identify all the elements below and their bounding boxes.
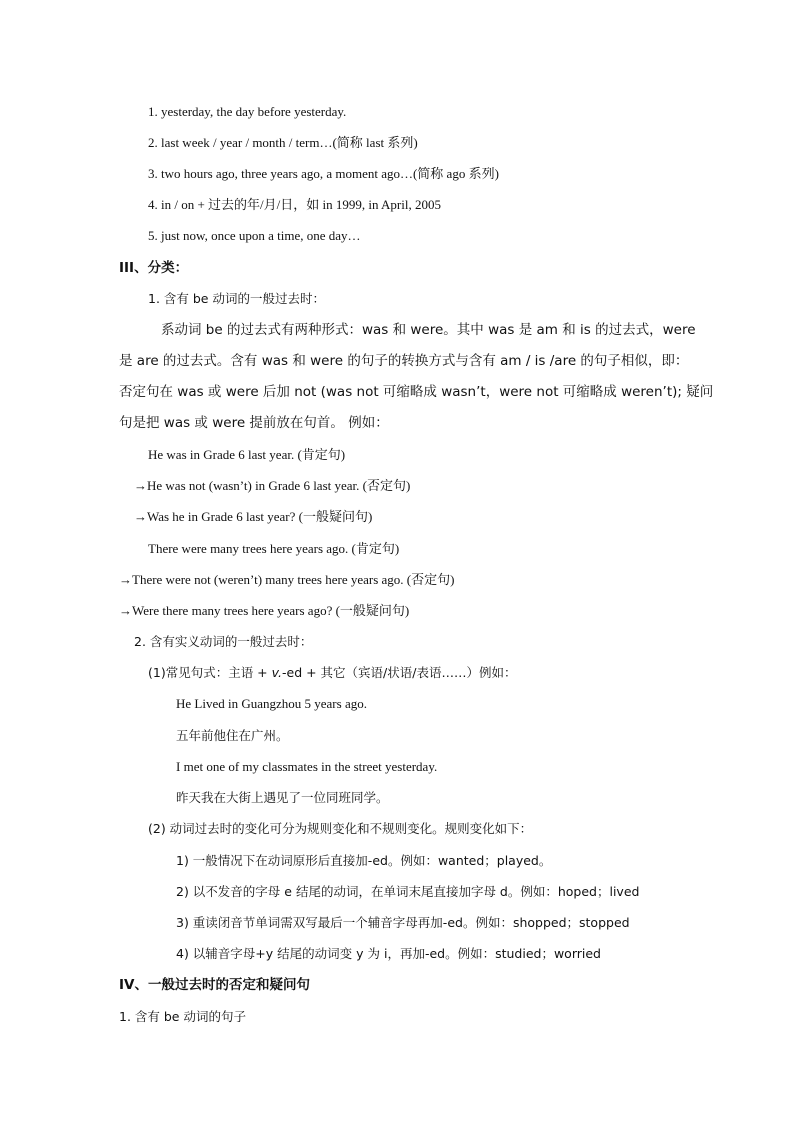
example-sentence: He Lived in Guangzhou 5 years ago. xyxy=(176,696,367,711)
list-item: 5. just now, once upon a time, one day… xyxy=(148,228,361,243)
pattern-suffix: -ed + 其它（宾语/状语/表语……）例如： xyxy=(282,665,517,680)
list-item: 4. in / on + 过去的年/月/日，如 in 1999, in April, 2005 xyxy=(148,197,441,212)
example-translation: 昨天我在大街上遇见了一位同班同学。 xyxy=(176,790,389,805)
pattern-prefix: (1)常见句式：主语 + xyxy=(148,665,272,680)
pattern-verb: v. xyxy=(271,665,282,680)
example-sentence: →He was not (wasn’t) in Grade 6 last year. (否定句) xyxy=(134,478,411,493)
rule-item: 4) 以辅音字母+y 结尾的动词变 y 为 i，再加-ed。例如：studied；worried xyxy=(176,946,601,961)
rule-item: 2) 以不发音的字母 e 结尾的动词，在单词末尾直接加字母 d。例如：hoped；lived xyxy=(176,884,640,899)
example-sentence: I met one of my classmates in the street yesterday. xyxy=(176,759,438,774)
rule-item: 3) 重读闭音节单词需双写最后一个辅音字母再加-ed。例如：shopped；stopped xyxy=(176,915,630,930)
paragraph-line: 句是把 was 或 were 提前放在句首。 例如： xyxy=(119,415,389,431)
be-verb-explanation-paragraph xyxy=(119,315,714,439)
section-heading-classification: III、分类： xyxy=(119,260,189,276)
example-sentence: He was in Grade 6 last year. (肯定句) xyxy=(148,447,346,462)
subsection-title-action-verb: 2. 含有实义动词的一般过去时： xyxy=(134,634,313,649)
rules-intro: (2) 动词过去时的变化可分为规则变化和不规则变化。规则变化如下： xyxy=(148,821,533,836)
example-sentence: →Was he in Grade 6 last year? (一般疑问句) xyxy=(134,509,373,524)
example-translation: 五年前他住在广州。 xyxy=(176,728,289,743)
sentence-pattern xyxy=(148,664,516,682)
example-sentence: →Were there many trees here years ago? (一般疑问句) xyxy=(119,603,410,618)
example-sentence: There were many trees here years ago. (肯定句) xyxy=(148,541,400,556)
section-heading-negative-question: IV、一般过去时的否定和疑问句 xyxy=(119,977,310,993)
list-item: 1. yesterday, the day before yesterday. xyxy=(148,104,347,119)
subsection-title-be-sentences: 1. 含有 be 动词的句子 xyxy=(119,1009,246,1024)
paragraph-line: 否定句在 was 或 were 后加 not (was not 可缩略成 wasn’t，were not 可缩略成 weren’t); 疑问 xyxy=(119,384,714,400)
rule-item: 1) 一般情况下在动词原形后直接加-ed。例如：wanted；played。 xyxy=(176,853,552,868)
subsection-title-be-verb: 1. 含有 be 动词的一般过去时： xyxy=(148,291,325,306)
list-item: 2. last week / year / month / term…(简称 last 系列) xyxy=(148,135,418,150)
paragraph-line: 系动词 be 的过去式有两种形式：was 和 were。其中 was 是 am 和 is 的过去式，were xyxy=(161,322,696,338)
paragraph-line: 是 are 的过去式。含有 was 和 were 的句子的转换方式与含有 am / is /are 的句子相似，即： xyxy=(119,353,689,369)
list-item: 3. two hours ago, three years ago, a moment ago…(简称 ago 系列) xyxy=(148,166,499,181)
example-sentence: →There were not (weren’t) many trees here years ago. (否定句) xyxy=(119,572,455,587)
